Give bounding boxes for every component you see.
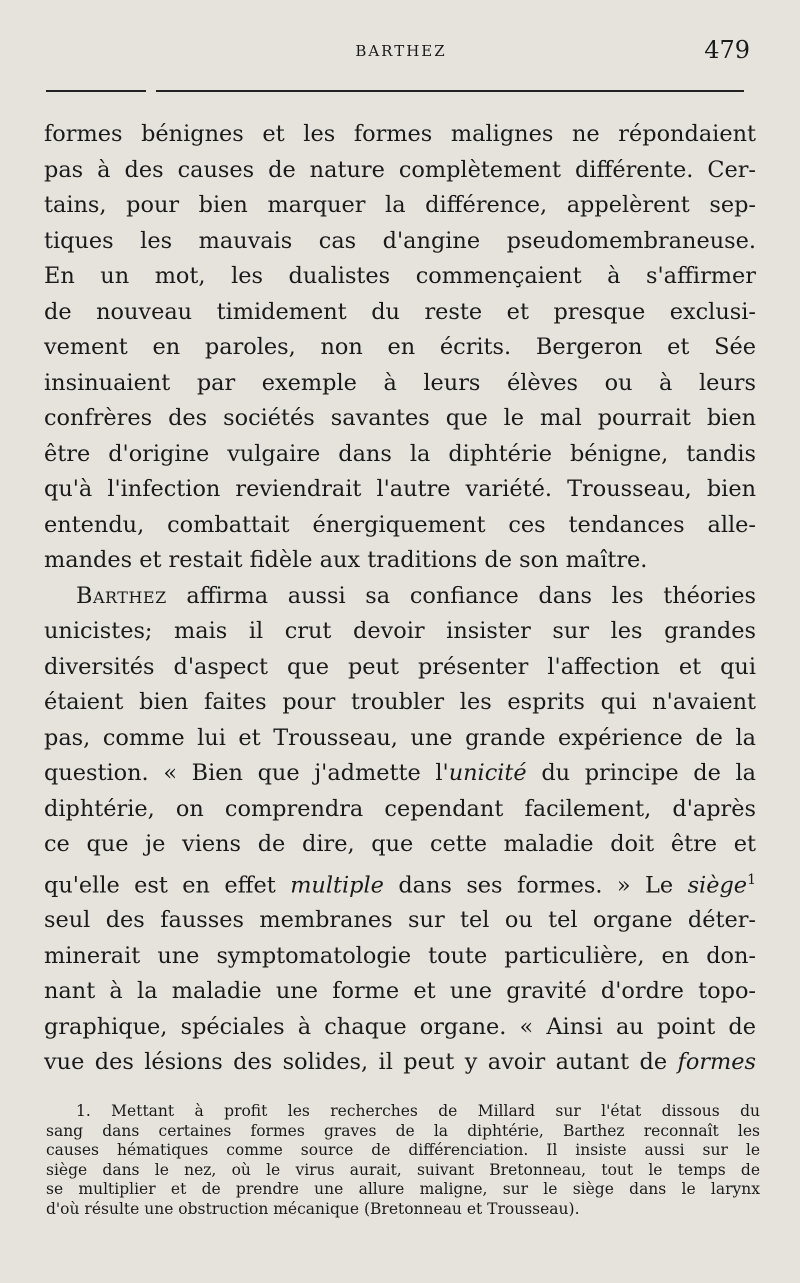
text-fragment: question. « Bien que j'admette l' <box>44 760 449 786</box>
text-line: seul des fausses membranes sur tel ou tel organe déter- <box>44 907 756 934</box>
italic-term: formes <box>677 1049 756 1076</box>
text-line: insinuaient par exemple à leurs élèves ou à leurs <box>44 369 756 396</box>
text-line: mandes et restait fidèle aux traditions de son maître. <box>44 547 648 573</box>
italic-term: siège <box>687 871 748 898</box>
text-fragment: qu'elle est en effet <box>44 871 291 898</box>
paragraph-2 <box>44 579 756 1081</box>
text-line: graphique, spéciales à chaque organe. « Ainsi au point de <box>44 1013 756 1040</box>
text-fragment: dans ses formes. » Le <box>383 871 688 898</box>
text-line: minerait une symptomatologie toute particulière, en don- <box>44 942 756 969</box>
text-line: étaient bien faites pour troubler les esprits qui n'avaient <box>44 689 756 715</box>
italic-term: unicité <box>448 760 527 786</box>
text-line: pas à des causes de nature complètement différente. Cer- <box>44 156 756 183</box>
text-line: formes bénignes et les formes malignes ne répondaient <box>44 121 756 147</box>
text-line: qu'à l'infection reviendrait l'autre variété. Trousseau, bien <box>44 476 756 502</box>
paragraph-1 <box>44 117 756 579</box>
text-line: de nouveau timidement du reste et presque exclusi- <box>44 298 756 325</box>
page-header <box>46 36 756 70</box>
text-line <box>44 756 756 792</box>
footnote-1 <box>46 1102 760 1219</box>
italic-term: multiple <box>290 871 384 898</box>
text-line: tiques les mauvais cas d'angine pseudomembraneuse. <box>44 227 756 254</box>
author-name: Barthez <box>76 582 167 609</box>
footnote-line: 1. Mettant à profit les recherches de Millard sur l'état dissous du <box>76 1102 760 1120</box>
text-line <box>44 863 756 904</box>
footnote-line: siège dans le nez, où le virus aurait, suivant Bretonneau, tout le temps de <box>46 1160 760 1179</box>
text-line: vement en paroles, non en écrits. Bergeron et Sée <box>44 334 756 360</box>
text-fragment: vue des lésions des solides, il peut y avoir autant de <box>44 1049 678 1076</box>
text-line <box>44 1045 756 1081</box>
text-line: En un mot, les dualistes commençaient à s'affirmer <box>44 263 756 289</box>
text-line: unicistes; mais il crut devoir insister sur les grandes <box>44 618 756 644</box>
text-line: tains, pour bien marquer la différence, appelèrent sep- <box>44 192 756 218</box>
text-line: pas, comme lui et Trousseau, une grande expérience de la <box>44 724 756 751</box>
footnote-line: causes hématiques comme source de différenciation. Il insiste aussi sur le <box>46 1141 760 1159</box>
text-line: confrères des sociétés savantes que le mal pourrait bien <box>44 405 756 431</box>
header-rule-right <box>156 90 744 92</box>
body-text <box>44 117 756 1081</box>
text-line: diversités d'aspect que peut présenter l'affection et qui <box>44 653 756 680</box>
text-line: entendu, combattait énergiquement ces tendances alle- <box>44 511 756 538</box>
text-line: ce que je viens de dire, que cette maladie doit être et <box>44 831 756 857</box>
footnote-line: d'où résulte une obstruction mécanique (Bretonneau et Trousseau). <box>46 1199 580 1218</box>
page-number: 479 <box>704 36 750 64</box>
footnote-line: sang dans certaines formes graves de la diphtérie, Barthez reconnaît les <box>46 1121 760 1140</box>
footnote-line: se multiplier et de prendre une allure maligne, sur le siège dans le larynx <box>46 1180 760 1198</box>
text-fragment: affirma aussi sa confiance dans les théories <box>166 582 756 609</box>
running-title: BARTHEZ <box>355 42 447 60</box>
text-line: être d'origine vulgaire dans la diphtérie bénigne, tandis <box>44 440 756 467</box>
footnote-ref[interactable]: 1 <box>747 871 756 888</box>
header-rule-left <box>46 90 146 92</box>
text-line: diphtérie, on comprendra cependant facilement, d'après <box>44 795 756 822</box>
footnotes <box>46 1102 760 1219</box>
text-fragment: du principe de la <box>526 760 756 786</box>
text-line <box>44 579 756 615</box>
text-line: nant à la maladie une forme et une gravité d'ordre topo- <box>44 978 756 1005</box>
